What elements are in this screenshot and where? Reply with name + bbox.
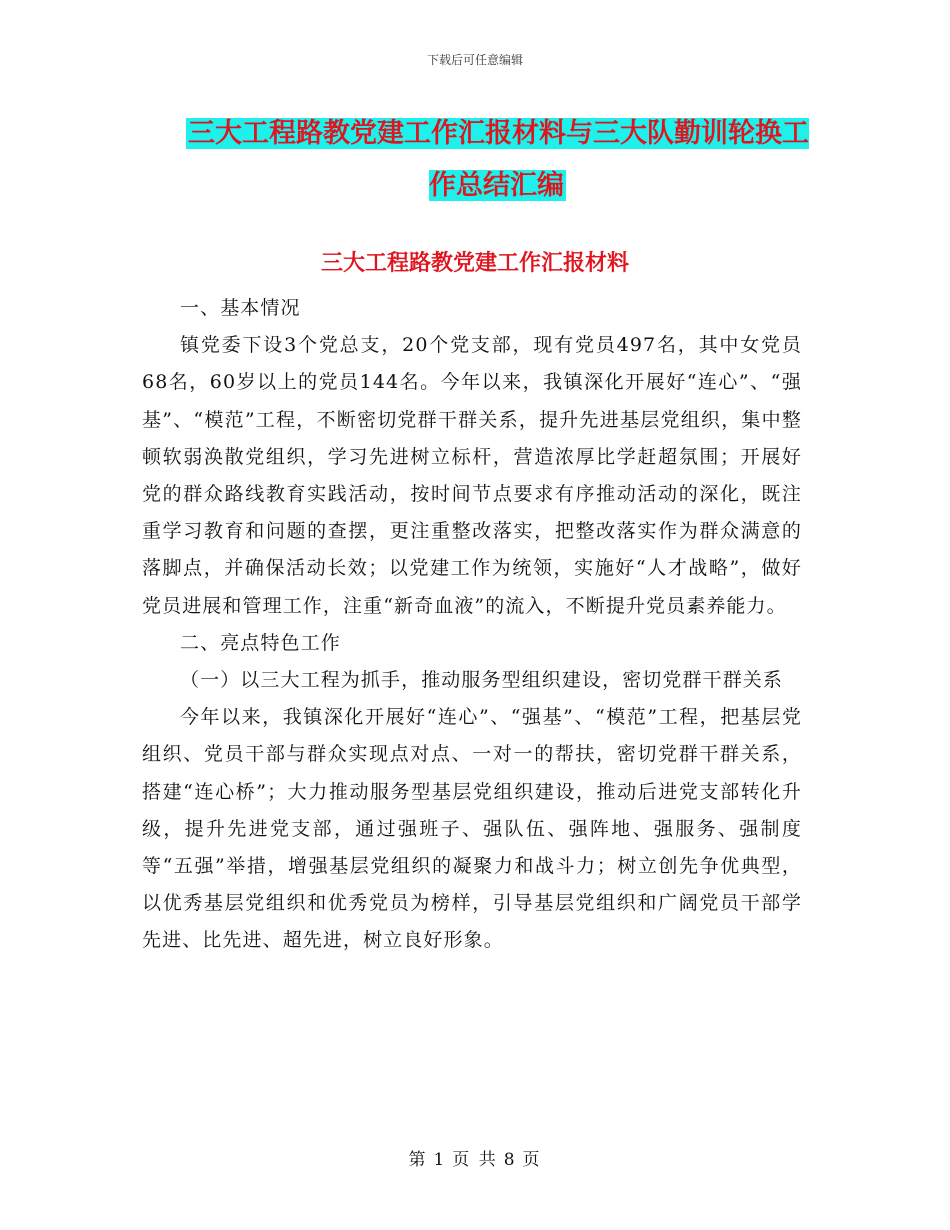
subheading-three-projects: （一）以三大工程为抓手，推动服务型组织建设，密切党群干群关系 <box>180 669 784 692</box>
heading-highlights: 二、亮点特色工作 <box>180 631 341 654</box>
paragraph-basic-situation: 镇党委下设3个党总支，20个党支部，现有党员497名，其中女党员68名，60岁以上的党员144名。今年以来，我镇深化开展好“连心”、“强基”、“模范”工程，不断密切党群干群关系，提升先进基层党组织，集中整顿软弱涣散党组织，学习先进树立标杆，营造浓厚比学赶超氛围；开展好党的群众路线教育实践活动，按时间节点要求有序推动活动的深化，既注重学习教育和问题的查摆，更注重整改落实，把整改落实作为群众满意的落脚点，并确保活动长效；以党建工作为统领，实施好“人才战略”，做好党员进展和管理工作，注重“新奇血液”的流入，不断提升党员素养能力。 <box>142 334 802 617</box>
page-total: 8 <box>503 1150 517 1170</box>
page-label-suffix: 页 <box>522 1150 542 1170</box>
section-title: 三大工程路教党建工作汇报材料 <box>320 251 629 276</box>
document-body <box>142 290 802 960</box>
page-label-mid: 页 共 <box>452 1150 498 1170</box>
heading-basic-situation: 一、基本情况 <box>180 297 301 319</box>
paragraph-three-projects: 今年以来，我镇深化开展好“连心”、“强基”、“模范”工程，把基层党组织、党员干部与群众实现点对点、一对一的帮扶，密切党群干群关系，搭建“连心桥”；大力推动服务型基层党组织建设，推动后进党支部转化升级，提升先进党支部，通过强班子、强队伍、强阵地、强服务、强制度等“五强”举措，增强基层党组织的凝聚力和战斗力；树立创先争优典型，以优秀基层党组织和优秀党员为榜样，引导基层党组织和广阔党员干部学先进、比先进、超先进，树立良好形象。 <box>142 706 802 952</box>
document-title <box>180 108 815 212</box>
page-footer <box>0 1148 950 1172</box>
page-header-note: 下载后可任意编辑 <box>426 53 523 67</box>
page-label-prefix: 第 <box>408 1150 428 1170</box>
document-title-text: 三大工程路教党建工作汇报材料与三大队勤训轮换工作总结汇编 <box>188 118 809 201</box>
page-number: 1 <box>433 1150 447 1170</box>
